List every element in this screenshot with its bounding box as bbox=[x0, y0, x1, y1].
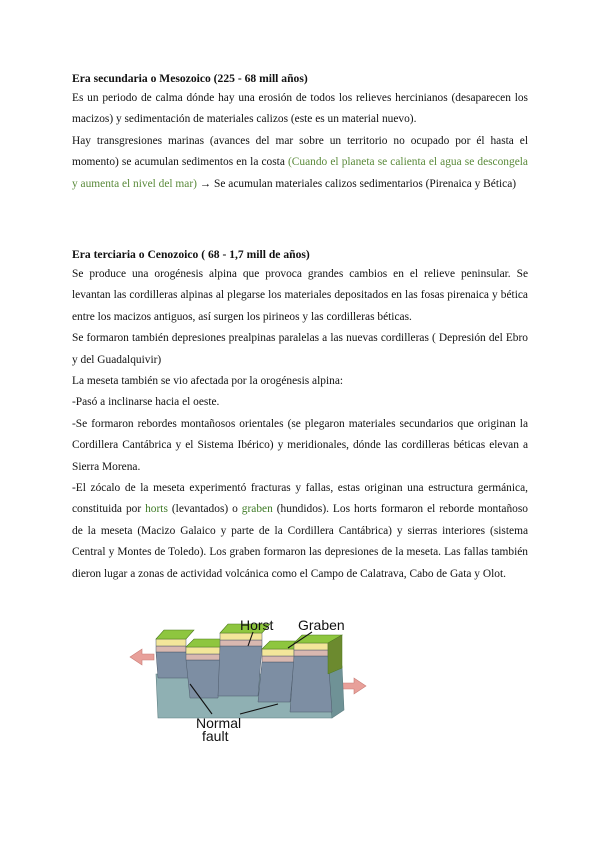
text-run: Hay transgresiones marinas (avances del mar sobre un territorio no ocupado por él hasta el momento) se acumulan sedimentos en la costa bbox=[72, 134, 528, 169]
label-fault: fault bbox=[202, 728, 229, 744]
label-graben: Graben bbox=[298, 617, 345, 633]
paragraph: -Se formaron rebordes montañosos orientales (se plegaron materiales secundarios que originan la Cordillera Cantábrica y el Sistema Ibérico) y meridionales, dónde las cordilleras béticas elevan a Sierra Morena. bbox=[72, 417, 528, 473]
section-mesozoico bbox=[72, 70, 528, 195]
right-arrow-icon bbox=[342, 678, 366, 694]
term-graben: graben bbox=[241, 503, 273, 516]
paragraph: -Pasó a inclinarse hacia el oeste. bbox=[72, 396, 220, 409]
left-arrow-icon bbox=[130, 649, 154, 665]
section-heading-cenozoico: Era terciaria o Cenozoico ( 68 - 1,7 mill de años) bbox=[72, 248, 310, 261]
label-normal: Normal bbox=[196, 715, 242, 731]
section-heading-mesozoico: Era secundaria o Mesozoico (225 - 68 mill años) bbox=[72, 72, 308, 85]
label-horst: Horst bbox=[240, 617, 274, 633]
highlight-green-text: (Cuando el planeta se calienta el agua se descongela y aumenta el nivel del mar) bbox=[72, 156, 528, 190]
paragraph: Es un periodo de calma dónde hay una erosión de todos los relieves hercinianos (desaparecen los macizos) y sedimentación de materiales calizos (este es un material nuevo). bbox=[72, 92, 528, 126]
text-run: → Se acumulan materiales calizos sedimentarios (Pirenaica y Bética) bbox=[196, 177, 517, 190]
paragraph: Se formaron también depresiones prealpinas paralelas a las nuevas cordilleras ( Depresión del Ebro y del Guadalquivir) bbox=[72, 332, 528, 366]
paragraph: La meseta también se vio afectada por la orogénesis alpina: bbox=[72, 375, 344, 388]
horst-graben-diagram bbox=[128, 612, 368, 748]
text-run: -El zócalo de la meseta experimentó fracturas y fallas, estas originan una estructura germánica, constituida por bbox=[72, 482, 528, 516]
paragraph: Se produce una orogénesis alpina que provoca grandes cambios en el relieve peninsular. Se levantan las cordilleras alpinas al plegarse los materiales depositados en las fosas pirenaica y bética entre los macizos antiguos, así surgen los pirineos y las cordilleras béticas. bbox=[72, 268, 528, 323]
section-cenozoico bbox=[72, 246, 528, 585]
term-horts: horts bbox=[145, 503, 168, 516]
paragraph bbox=[72, 478, 528, 585]
paragraph bbox=[72, 131, 528, 195]
text-run: (hundidos). Los horts formaron el reborde montañoso de la meseta (Macizo Galaico y parte de la Cordillera Cantábrica) y sierras interiores (sistema Central y Montes de Toledo). Los graben formaron las depresiones de la meseta. Las fallas también dieron lugar a zonas de actividad volcánica como el Campo de Calatrava, Cabo de Gata y Olot. bbox=[72, 503, 528, 580]
text-run: (levantados) o bbox=[167, 503, 242, 516]
